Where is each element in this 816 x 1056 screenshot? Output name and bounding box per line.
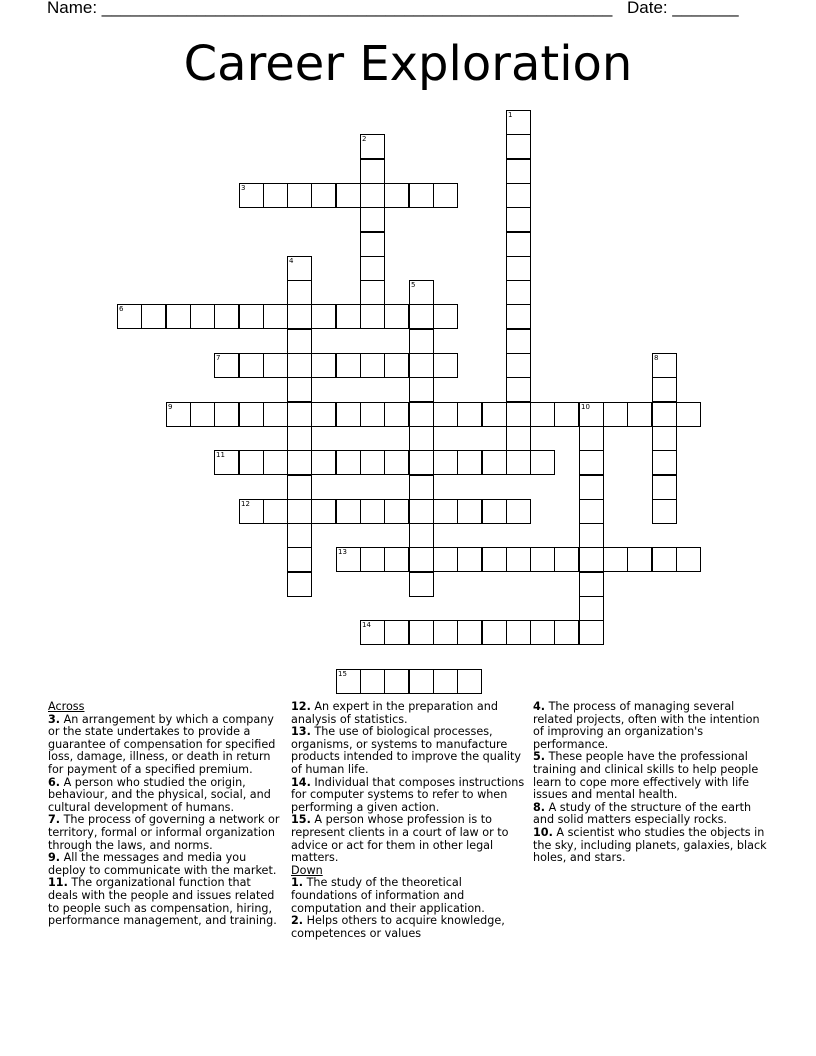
grid-cell[interactable] — [482, 402, 507, 427]
grid-cell[interactable] — [409, 426, 434, 451]
grid-cell[interactable] — [506, 426, 531, 451]
grid-cell[interactable] — [652, 547, 677, 572]
clue-text: Helps others to acquire knowledge, competences or values — [291, 914, 505, 940]
grid-cell[interactable] — [287, 256, 312, 281]
clue-across — [291, 777, 527, 815]
clue-text: A study of the structure of the earth and solid matters especially rocks. — [533, 800, 752, 827]
grid-cell[interactable] — [409, 377, 434, 402]
grid-cell[interactable] — [409, 547, 434, 572]
clue-text: The process of managing several related projects, often with the intention of improving an organization's performance. — [533, 700, 760, 751]
grid-cell[interactable] — [287, 499, 312, 524]
clue-down — [533, 751, 769, 801]
grid-cell[interactable] — [676, 547, 701, 572]
grid-cell[interactable] — [506, 183, 531, 208]
clue-text: A person who studied the origin, behaviour, and the physical, social, and cultural development of humans. — [48, 775, 271, 814]
grid-cell[interactable] — [506, 377, 531, 402]
grid-cell[interactable] — [506, 450, 531, 475]
grid-cell[interactable] — [360, 256, 385, 281]
grid-cell[interactable] — [190, 304, 215, 329]
grid-cell[interactable] — [506, 499, 531, 524]
clue-across — [48, 777, 284, 815]
grid-cell[interactable] — [336, 547, 361, 572]
clue-number: 13. — [291, 725, 311, 739]
grid-cell[interactable] — [360, 669, 385, 694]
grid-cell[interactable] — [579, 402, 604, 427]
grid-cell[interactable] — [433, 669, 458, 694]
grid-cell[interactable] — [360, 183, 385, 208]
grid-cell[interactable] — [554, 620, 579, 645]
cell-number: 10 — [581, 403, 590, 411]
grid-cell[interactable] — [360, 547, 385, 572]
grid-cell[interactable] — [239, 353, 264, 378]
grid-cell[interactable] — [336, 304, 361, 329]
grid-cell[interactable] — [311, 353, 336, 378]
clue-down — [291, 915, 527, 940]
grid-cell[interactable] — [506, 329, 531, 354]
grid-cell[interactable] — [384, 620, 409, 645]
grid-cell[interactable] — [239, 183, 264, 208]
grid-cell[interactable] — [287, 329, 312, 354]
grid-cell[interactable] — [506, 547, 531, 572]
clue-text: Individual that composes instructions for computer systems to refer to when performing a given action. — [291, 775, 525, 814]
grid-cell[interactable] — [287, 304, 312, 329]
grid-cell[interactable] — [360, 499, 385, 524]
grid-cell[interactable] — [384, 450, 409, 475]
clue-across — [291, 814, 527, 864]
grid-cell[interactable] — [506, 134, 531, 159]
grid-cell[interactable] — [506, 304, 531, 329]
grid-cell[interactable] — [287, 547, 312, 572]
grid-cell[interactable] — [214, 353, 239, 378]
grid-cell[interactable] — [239, 402, 264, 427]
down-heading: Down — [291, 863, 323, 877]
grid-cell[interactable] — [433, 183, 458, 208]
grid-cell[interactable] — [433, 620, 458, 645]
grid-cell[interactable] — [263, 499, 288, 524]
grid-cell[interactable] — [506, 207, 531, 232]
clue-number: 7. — [48, 813, 61, 827]
grid-cell[interactable] — [287, 475, 312, 500]
grid-cell[interactable] — [652, 426, 677, 451]
grid-cell[interactable] — [239, 450, 264, 475]
grid-cell[interactable] — [603, 547, 628, 572]
grid-cell[interactable] — [652, 475, 677, 500]
grid-cell[interactable] — [166, 304, 191, 329]
cell-number: 8 — [654, 354, 659, 362]
clue-down — [533, 802, 769, 827]
grid-cell[interactable] — [579, 450, 604, 475]
grid-cell[interactable] — [433, 547, 458, 572]
grid-cell[interactable] — [360, 402, 385, 427]
grid-cell[interactable] — [263, 402, 288, 427]
grid-cell[interactable] — [457, 547, 482, 572]
grid-cell[interactable] — [214, 450, 239, 475]
grid-cell[interactable] — [311, 183, 336, 208]
clue-text: A scientist who studies the objects in the sky, including planets, galaxies, black holes, and stars. — [533, 825, 767, 865]
grid-cell[interactable] — [409, 450, 434, 475]
cell-number: 13 — [338, 548, 347, 556]
grid-cell[interactable] — [336, 669, 361, 694]
grid-cell[interactable] — [360, 353, 385, 378]
grid-cell[interactable] — [409, 475, 434, 500]
clue-number: 9. — [48, 851, 61, 865]
grid-cell[interactable] — [554, 547, 579, 572]
clue-down — [533, 701, 769, 751]
grid-cell[interactable] — [263, 450, 288, 475]
grid-cell[interactable] — [433, 402, 458, 427]
grid-cell[interactable] — [287, 450, 312, 475]
grid-cell[interactable] — [457, 402, 482, 427]
clue-number: 10. — [533, 825, 553, 839]
grid-cell[interactable] — [409, 499, 434, 524]
grid-cell[interactable] — [482, 450, 507, 475]
grid-cell[interactable] — [263, 304, 288, 329]
grid-cell[interactable] — [287, 523, 312, 548]
cell-number: 14 — [362, 621, 371, 629]
clue-text: An expert in the preparation and analysis of statistics. — [291, 700, 498, 726]
grid-cell[interactable] — [117, 304, 142, 329]
clues-column-2 — [291, 701, 527, 940]
grid-cell[interactable] — [311, 304, 336, 329]
cell-number: 12 — [241, 500, 250, 508]
grid-cell[interactable] — [530, 547, 555, 572]
grid-cell[interactable] — [360, 304, 385, 329]
grid-cell[interactable] — [482, 547, 507, 572]
grid-cell[interactable] — [287, 183, 312, 208]
grid-cell[interactable] — [409, 280, 434, 305]
grid-cell[interactable] — [530, 402, 555, 427]
grid-cell[interactable] — [530, 450, 555, 475]
grid-cell[interactable] — [579, 499, 604, 524]
grid-cell[interactable] — [652, 402, 677, 427]
clue-number: 3. — [48, 712, 61, 726]
across-heading: Across — [48, 700, 85, 713]
grid-cell[interactable] — [287, 426, 312, 451]
clue-number: 8. — [533, 800, 546, 814]
cell-number: 7 — [216, 354, 221, 362]
clue-number: 15. — [291, 813, 311, 827]
grid-cell[interactable] — [214, 402, 239, 427]
clue-across — [291, 726, 527, 776]
clue-text: The use of biological processes, organisms, or systems to manufacture products intended to improve the quality of human life. — [291, 725, 521, 776]
grid-cell[interactable] — [457, 450, 482, 475]
clue-text: A person whose profession is to represent clients in a court of law or to advice or act for them in other legal matters. — [291, 813, 509, 865]
grid-cell[interactable] — [360, 207, 385, 232]
grid-cell[interactable] — [433, 304, 458, 329]
clue-text: The study of the theoretical foundations of information and computation and their application. — [291, 876, 485, 915]
clue-across — [48, 852, 284, 877]
grid-cell[interactable] — [579, 426, 604, 451]
grid-cell[interactable] — [652, 499, 677, 524]
clue-text: These people have the professional training and clinical skills to help people learn to cope more effectively with life issues and mental health. — [533, 750, 759, 802]
grid-cell[interactable] — [506, 353, 531, 378]
cell-number: 11 — [216, 451, 225, 459]
grid-cell[interactable] — [166, 402, 191, 427]
name-field-label[interactable]: Name: ______________________________________________________ — [47, 0, 613, 17]
grid-cell[interactable] — [384, 547, 409, 572]
grid-cell[interactable] — [627, 402, 652, 427]
clues-column-3 — [533, 701, 769, 865]
grid-cell[interactable] — [506, 620, 531, 645]
grid-cell[interactable] — [433, 499, 458, 524]
grid-cell[interactable] — [263, 183, 288, 208]
grid-cell[interactable] — [384, 402, 409, 427]
grid-cell[interactable] — [482, 499, 507, 524]
grid-cell[interactable] — [239, 304, 264, 329]
grid-cell[interactable] — [482, 620, 507, 645]
clue-number: 1. — [291, 876, 304, 890]
grid-cell[interactable] — [652, 450, 677, 475]
grid-cell[interactable] — [263, 353, 288, 378]
grid-cell[interactable] — [384, 304, 409, 329]
clue-text: The process of governing a network or territory, formal or informal organization through the laws, and norms. — [48, 813, 280, 852]
cell-number: 2 — [362, 135, 367, 143]
cell-number: 15 — [338, 670, 347, 678]
clue-number: 4. — [533, 700, 546, 713]
grid-cell[interactable] — [384, 669, 409, 694]
grid-cell[interactable] — [579, 620, 604, 645]
grid-cell[interactable] — [141, 304, 166, 329]
cell-number: 4 — [289, 257, 294, 265]
grid-cell[interactable] — [579, 572, 604, 597]
grid-cell[interactable] — [311, 499, 336, 524]
grid-cell[interactable] — [239, 499, 264, 524]
grid-cell[interactable] — [457, 499, 482, 524]
grid-cell[interactable] — [409, 304, 434, 329]
clue-number: 5. — [533, 750, 546, 764]
grid-cell[interactable] — [384, 353, 409, 378]
grid-cell[interactable] — [287, 280, 312, 305]
cell-number: 6 — [119, 305, 124, 313]
clue-number: 2. — [291, 914, 304, 928]
grid-cell[interactable] — [627, 547, 652, 572]
grid-cell[interactable] — [409, 329, 434, 354]
grid-cell[interactable] — [603, 402, 628, 427]
clue-across — [48, 814, 284, 852]
clues-column-1 — [48, 701, 284, 928]
clue-number: 14. — [291, 775, 311, 789]
grid-cell[interactable] — [360, 620, 385, 645]
grid-cell[interactable] — [409, 402, 434, 427]
grid-cell[interactable] — [409, 620, 434, 645]
grid-cell[interactable] — [457, 669, 482, 694]
grid-cell[interactable] — [409, 669, 434, 694]
grid-cell[interactable] — [530, 620, 555, 645]
grid-cell[interactable] — [336, 183, 361, 208]
clue-text: All the messages and media you deploy to communicate with the market. — [48, 851, 277, 877]
grid-cell[interactable] — [384, 183, 409, 208]
grid-cell[interactable] — [506, 110, 531, 135]
grid-cell[interactable] — [433, 353, 458, 378]
clue-down — [291, 877, 527, 915]
grid-cell[interactable] — [652, 353, 677, 378]
grid-cell[interactable] — [336, 402, 361, 427]
grid-cell[interactable] — [287, 377, 312, 402]
grid-cell[interactable] — [433, 450, 458, 475]
grid-cell[interactable] — [409, 183, 434, 208]
grid-cell[interactable] — [506, 256, 531, 281]
grid-cell[interactable] — [506, 159, 531, 184]
cell-number: 1 — [508, 111, 513, 119]
clue-across — [291, 701, 527, 726]
cell-number: 5 — [411, 281, 416, 289]
grid-cell[interactable] — [506, 402, 531, 427]
grid-cell[interactable] — [360, 450, 385, 475]
clue-number: 11. — [48, 876, 68, 890]
grid-cell[interactable] — [311, 450, 336, 475]
grid-cell[interactable] — [506, 280, 531, 305]
grid-cell[interactable] — [311, 402, 336, 427]
grid-cell[interactable] — [287, 402, 312, 427]
grid-cell[interactable] — [287, 572, 312, 597]
grid-cell[interactable] — [336, 450, 361, 475]
cell-number: 3 — [241, 184, 246, 192]
grid-cell[interactable] — [287, 353, 312, 378]
clue-number: 6. — [48, 775, 61, 789]
page-title: Career Exploration — [183, 36, 633, 92]
grid-cell[interactable] — [457, 620, 482, 645]
grid-cell[interactable] — [360, 232, 385, 257]
grid-cell[interactable] — [384, 499, 409, 524]
grid-cell[interactable] — [579, 475, 604, 500]
grid-cell[interactable] — [506, 232, 531, 257]
grid-cell[interactable] — [579, 523, 604, 548]
clue-number: 12. — [291, 700, 311, 713]
clue-text: The organizational function that deals with the people and issues related to people such as compensation, hiring, performance management, and training. — [48, 876, 277, 928]
grid-cell[interactable] — [554, 402, 579, 427]
grid-cell[interactable] — [214, 304, 239, 329]
grid-cell[interactable] — [579, 596, 604, 621]
clue-across — [48, 877, 284, 927]
grid-cell[interactable] — [409, 572, 434, 597]
grid-cell[interactable] — [360, 159, 385, 184]
clue-down — [533, 827, 769, 865]
grid-cell[interactable] — [190, 402, 215, 427]
grid-cell[interactable] — [360, 280, 385, 305]
grid-cell[interactable] — [409, 523, 434, 548]
cell-number: 9 — [168, 403, 173, 411]
grid-cell[interactable] — [676, 402, 701, 427]
date-field-label[interactable]: Date: _______ — [627, 0, 739, 17]
grid-cell[interactable] — [360, 134, 385, 159]
clue-across — [48, 714, 284, 777]
grid-cell[interactable] — [652, 377, 677, 402]
grid-cell[interactable] — [579, 547, 604, 572]
grid-cell[interactable] — [336, 353, 361, 378]
clue-text: An arrangement by which a company or the state undertakes to provide a guarantee of compensation for specified loss, damage, illness, or death in return for payment of a specified premium. — [48, 712, 276, 776]
grid-cell[interactable] — [409, 353, 434, 378]
grid-cell[interactable] — [336, 499, 361, 524]
